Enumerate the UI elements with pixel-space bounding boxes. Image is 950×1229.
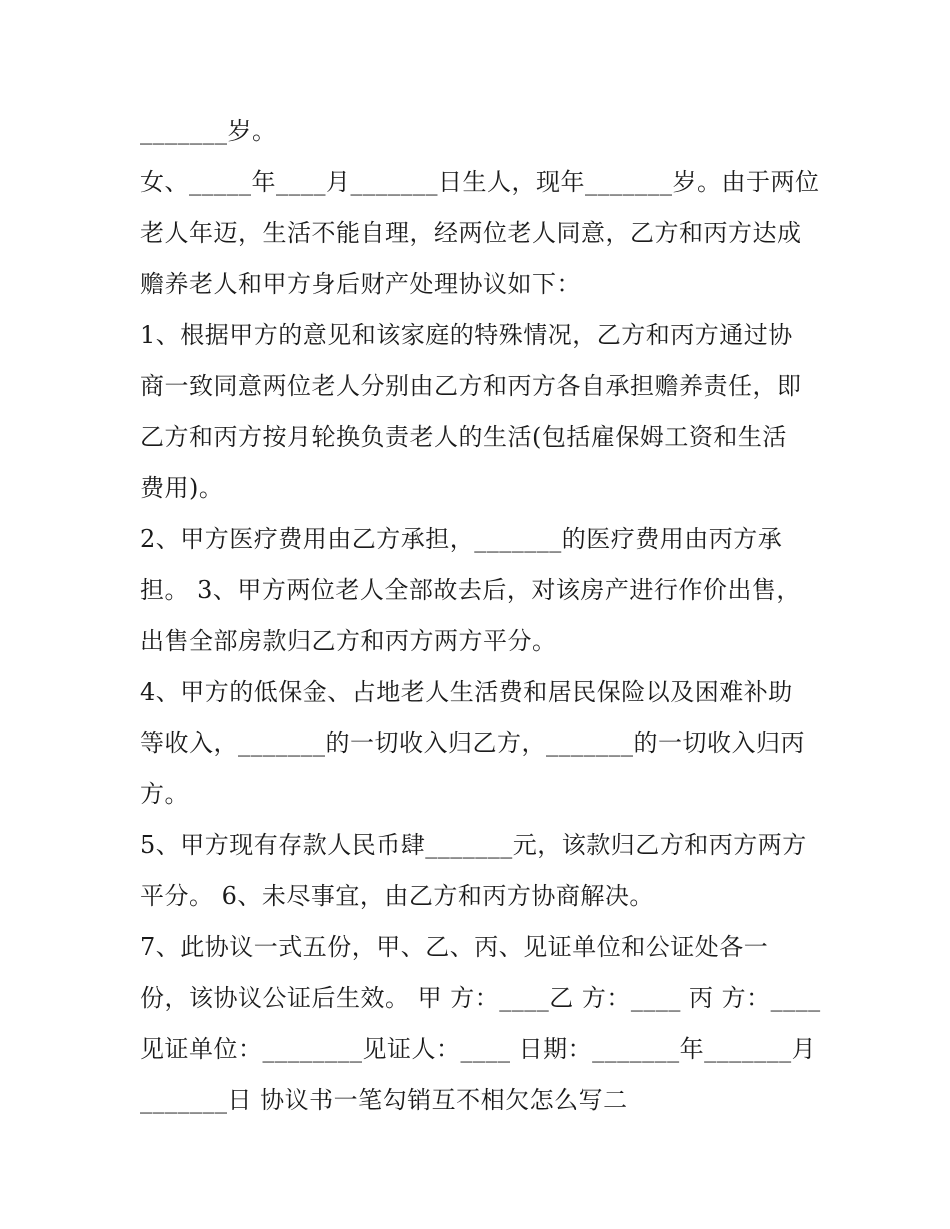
text-line: 赡养老人和甲方身后财产处理协议如下： — [140, 270, 581, 298]
text-line: 方。 — [140, 780, 189, 808]
text-line: 女、_____年____月_______日生人，现年_______岁。由于两位 — [140, 168, 820, 196]
text-line: 平分。 6、未尽事宜，由乙方和丙方协商解决。 — [140, 882, 654, 910]
text-line: 乙方和丙方按月轮换负责老人的生活(包括雇保姆工资和生活 — [140, 423, 787, 451]
text-line: 7、此协议一式五份，甲、乙、丙、见证单位和公证处各一 — [140, 933, 769, 961]
text-line: 见证单位：________见证人：____ 日期：_______年_______月 — [140, 1035, 817, 1063]
document-body — [140, 106, 820, 1126]
text-line: _______日 协议书一笔勾销互不相欠怎么写二 — [140, 1086, 628, 1114]
text-line: 4、甲方的低保金、占地老人生活费和居民保险以及困难补助 — [140, 678, 793, 706]
text-line: 5、甲方现有存款人民币肆_______元，该款归乙方和丙方两方 — [140, 831, 807, 859]
text-line: 费用)。 — [140, 474, 224, 502]
text-line: 份，该协议公证后生效。 甲 方：____乙 方：____ 丙 方：____ — [140, 984, 821, 1012]
text-line: 出售全部房款归乙方和丙方两方平分。 — [140, 627, 557, 655]
text-line: 担。 3、甲方两位老人全部故去后，对该房产进行作价出售， — [140, 576, 801, 604]
text-line: 老人年迈，生活不能自理，经两位老人同意，乙方和丙方达成 — [140, 219, 802, 247]
text-line: 商一致同意两位老人分别由乙方和丙方各自承担赡养责任，即 — [140, 372, 802, 400]
text-line: _______岁。 — [140, 117, 277, 145]
text-line: 1、根据甲方的意见和该家庭的特殊情况，乙方和丙方通过协 — [140, 321, 793, 349]
text-line: 2、甲方医疗费用由乙方承担，_______的医疗费用由丙方承 — [140, 525, 783, 553]
text-line: 等收入，_______的一切收入归乙方，_______的一切收入归丙 — [140, 729, 805, 757]
